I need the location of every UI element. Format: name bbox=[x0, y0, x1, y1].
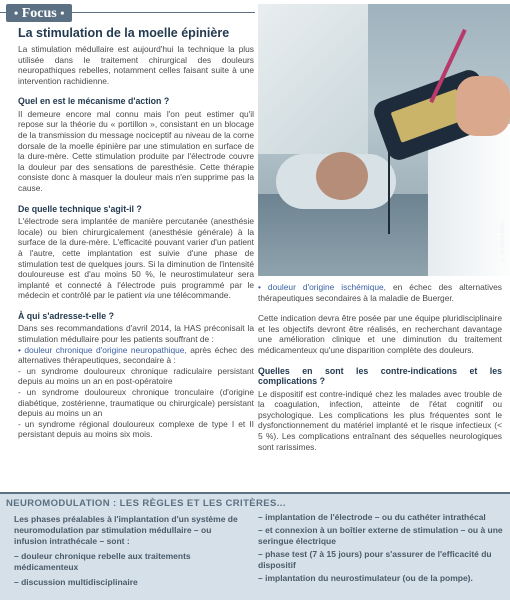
photo-hand bbox=[456, 76, 510, 136]
mechanism-heading: Quel en est le mécanisme d'action ? bbox=[18, 96, 170, 107]
technique-heading: De quelle technique s'agit-il ? bbox=[18, 203, 142, 214]
box-item: – phase test (7 à 15 jours) pour s'assurer de l'efficacité du dispositif bbox=[258, 549, 492, 570]
patient-photo bbox=[258, 4, 510, 276]
photo-doctor-coat bbox=[428, 124, 510, 276]
box-title: NEUROMODULATION : LES RÈGLES ET LES CRITÈRES... bbox=[6, 498, 286, 509]
focus-label: Focus bbox=[21, 6, 57, 21]
audience-intro: Dans ses recommandations d'avril 2014, la HAS préconisait la stimulation médullaire pour les patients souffrant de : bbox=[18, 323, 254, 344]
right-column bbox=[258, 282, 502, 462]
intro-paragraph: La stimulation médullaire est aujourd'hui la technique la plus utilisée dans le traitement chirurgical des douleurs neuropathiques rebelles, notamment celles faisant suite à une intervention rachidienne. bbox=[18, 44, 254, 86]
bullet-neuropathic-rest: après échec des alternatives thérapeutiques, secondaire à : bbox=[18, 344, 254, 366]
focus-tag: • Focus • bbox=[6, 4, 72, 22]
contraindications-heading: Quelles en sont les contre-indications et les complications ? bbox=[258, 365, 502, 387]
neuromodulation-box bbox=[0, 492, 510, 600]
box-item: – discussion multidisciplinaire bbox=[14, 577, 138, 587]
technique-text-a: L'électrode sera implantée de manière percutanée (anesthésie locale) ou bien chirurgicalement (anesthésie générale) à la surface de la dure-mère. L'efficacité pouvant varier d'un patient à l'autre, cette implantation est suivie d'une phase de stimulation test de quelques jours. Si la diminution de l'intensité douloureuse est d'au moins 50 %, le neurostimulateur sera implanté et connecté à l'électrode puis programmé par le médecin et contrôlé par le patient bbox=[18, 216, 254, 301]
photo-window bbox=[258, 4, 368, 154]
photo-patient-head bbox=[316, 152, 368, 200]
technique-via: via bbox=[144, 290, 155, 301]
mechanism-paragraph: Il demeure encore mal connu mais l'on peut estimer qu'il repose sur la théorie du « portillon », consistant en un blocage de la transmission du message nociceptif au niveau de la corne dorsale de la moelle épinière par une stimulation en surface de la dure-mère. Cette stimulation produite par l'électrode couvre la douleur par des sensations de paresthésie. Cette thérapie consiste donc à masquer la douleur mais n'en supprime pas la cause. bbox=[18, 108, 254, 194]
box-item: – douleur chronique rebelle aux traitements médicamenteux bbox=[14, 551, 191, 572]
box-right-column bbox=[258, 512, 504, 586]
article-title: La stimulation de la moelle épinière bbox=[18, 26, 230, 40]
bullet-ischemic-rest: en échec des alternatives thérapeutiques secondaires à la maladie de Buerger. bbox=[258, 282, 502, 303]
left-column bbox=[18, 44, 254, 440]
bullet-neuropathic-label: • douleur chronique d'origine neuropathique, bbox=[18, 344, 187, 355]
technique-text-b: une télécommande. bbox=[154, 290, 231, 301]
photo-cable bbox=[388, 144, 390, 234]
box-item: – implantation du neurostimulateur (ou de la pompe). bbox=[258, 573, 473, 583]
bullet-ischemic-label: • douleur d'origine ischémique, bbox=[258, 282, 386, 292]
indication-paragraph: Cette indication devra être posée par une équipe pluridisciplinaire et les objectifs devront être réalisés, en recherchant davantage une amélioration clinique et une diminution du traitement médicamenteux qu'une disparition complète des douleurs. bbox=[258, 313, 502, 355]
box-left-column bbox=[14, 514, 246, 592]
bullet-neuropathic bbox=[18, 345, 254, 366]
contraindications-paragraph: Le dispositif est contre-indiqué chez les malades avec trouble de la coagulation, infection, atteinte de l'état cognitif ou psychologique. Les complications les plus fréquentes sont le dysfonctionnement du matériel implanté et le risque infectieux (< 5 %). Les complications entraînant des séquelles neurologiques sont rarissimes. bbox=[258, 388, 502, 452]
list-item: - un syndrome douloureux chronique tronculaire (d'origine diabétique, zostérienne, traumatique ou chirurgicale) persistant depuis au moins un an bbox=[18, 386, 254, 419]
audience-paragraph bbox=[18, 323, 254, 440]
box-item: – implantation de l'électrode – ou du cathéter intrathécal bbox=[258, 512, 486, 522]
technique-paragraph bbox=[18, 216, 254, 301]
photo-credit: © Jonathan Baker bbox=[500, 220, 506, 263]
bullet-ischemic bbox=[258, 282, 502, 303]
box-lead: Les phases préalables à l'implantation d'un système de neuromodulation par stimulation médullaire – ou infusion intrathécale – sont : bbox=[14, 514, 238, 546]
audience-heading: À qui s'adresse-t-elle ? bbox=[18, 310, 114, 321]
list-item: - un syndrome régional douloureux complexe de type I et II persistant depuis au moins six mois. bbox=[18, 418, 254, 440]
box-item: – et connexion à un boîtier externe de stimulation – ou à une seringue électrique bbox=[258, 525, 503, 546]
list-item: - un syndrome douloureux chronique radiculaire persistant depuis au moins un an en post-opératoire bbox=[18, 365, 254, 387]
